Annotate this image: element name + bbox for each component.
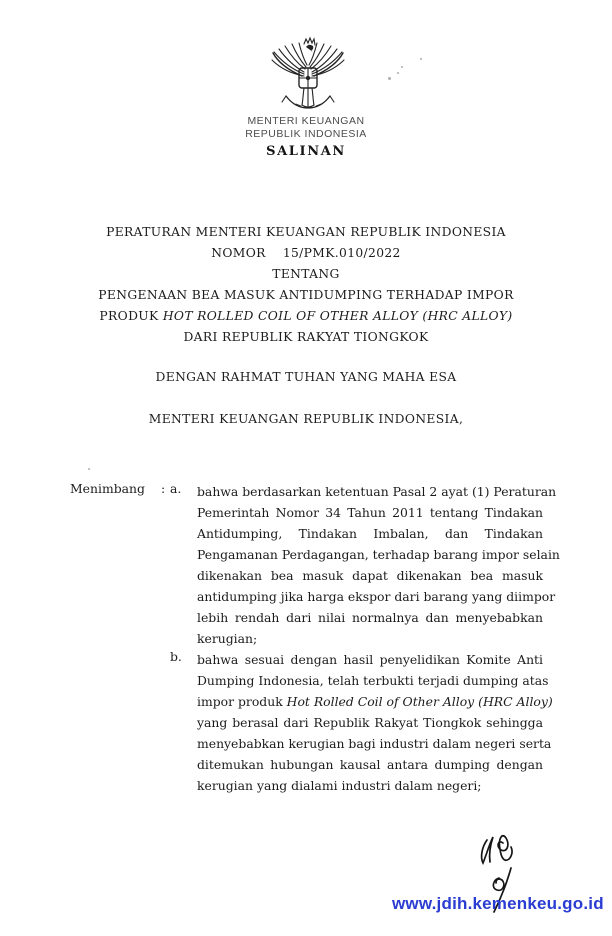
considering-item-b-text: bahwa sesuai dengan hasil penyelidikan Komite Anti Dumping Indonesia, telah terbukti terjadi dumping atas impor produk Hot Rolled Coil of Other Alloy (HRC Alloy) yang berasal dari Republik Rakyat Tiongkok sehingga menyebabkan kerugian bagi industri dalam negeri serta ditemukan hubungan kausal antara dumping dengan kerugian yang dialami industri dalam negeri; bbox=[197, 652, 553, 793]
ministry-name-line: MENTERI KEUANGAN bbox=[247, 115, 365, 127]
republic-line: REPUBLIK INDONESIA bbox=[245, 128, 367, 140]
garuda-pancasila-emblem bbox=[268, 34, 348, 112]
copy-label: SALINAN bbox=[266, 144, 346, 159]
jdih-watermark-link[interactable]: www.jdih.kemenkeu.go.id bbox=[392, 894, 604, 913]
considering-label: Menimbang bbox=[70, 481, 145, 496]
scan-speck bbox=[88, 468, 90, 470]
considering-item-b-letter: b. bbox=[170, 649, 182, 664]
considering-separator: : bbox=[161, 481, 166, 496]
scan-speck bbox=[388, 77, 391, 80]
ministry-header bbox=[0, 115, 612, 141]
invocation-line: DENGAN RAHMAT TUHAN YANG MAHA ESA bbox=[155, 370, 457, 384]
scan-speck bbox=[420, 58, 422, 60]
scan-speck bbox=[397, 72, 399, 74]
considering-item-a-letter: a. bbox=[170, 481, 182, 496]
scan-speck bbox=[401, 66, 403, 68]
considering-item-a-text: bahwa berdasarkan ketentuan Pasal 2 ayat (1) Peraturan Pemerintah Nomor 34 Tahun 2011 tentang Tindakan Antidumping, Tindakan Imbalan, dan Tindakan Pengamanan Perdagangan, terhadap barang impor selain dikenakan bea masuk dapat dikenakan bea masuk antidumping jika harga ekspor dari barang yang diimpor lebih rendah dari nilai normalnya dan menyebabkan kerugian; bbox=[197, 484, 560, 646]
regulation-title: PERATURAN MENTERI KEUANGAN REPUBLIK INDONESIA NOMOR 15/PMK.010/2022 TENTANG PENGENAAN BEA MASUK ANTIDUMPING TERHADAP IMPOR PRODUK HOT ROLLED COIL OF OTHER ALLOY (HRC ALLOY) DARI REPUBLIK RAKYAT TIONGKOK bbox=[98, 225, 514, 344]
authority-line: MENTERI KEUANGAN REPUBLIK INDONESIA, bbox=[148, 412, 464, 426]
